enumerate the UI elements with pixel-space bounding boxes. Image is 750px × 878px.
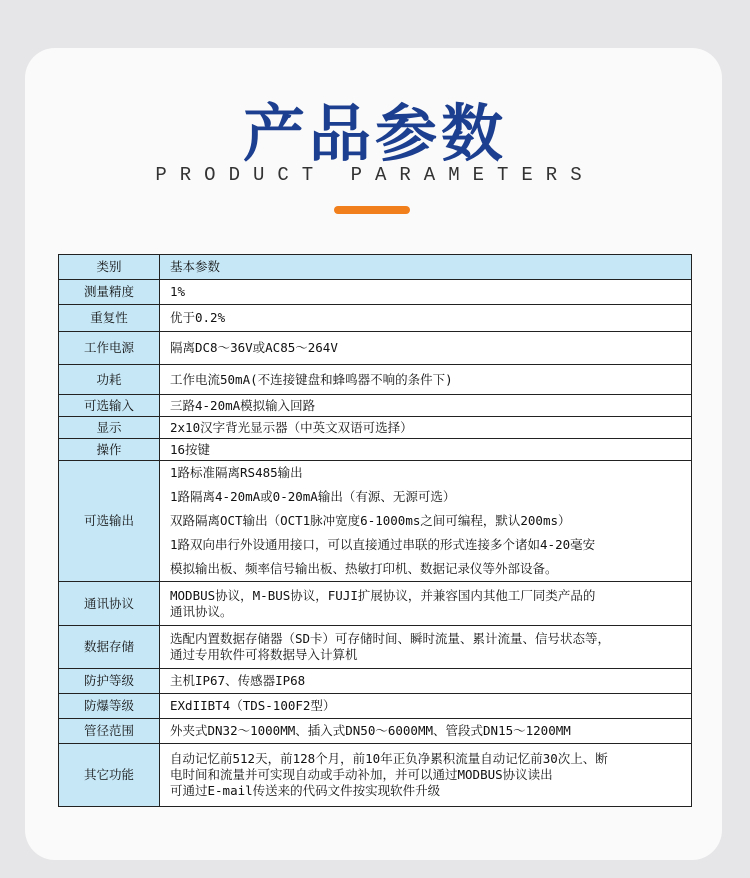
row-value-line: 主机IP67、传感器IP68 [170,673,306,688]
row-value-line: EXdIIBT4（TDS-100F2型） [170,698,336,713]
table-row [59,305,692,332]
table-row [59,719,692,744]
row-value [160,305,692,332]
row-value [160,461,692,582]
row-value-line: 通过专用软件可将数据导入计算机 [170,647,358,662]
page-title: 产品参数 [242,97,507,170]
table-row [59,694,692,719]
row-category: 数据存储 [59,626,160,669]
row-category: 其它功能 [59,744,160,807]
row-value [160,280,692,305]
row-category: 可选输入 [59,395,160,417]
table-row [59,461,692,582]
header-value: 基本参数 [160,255,692,280]
row-value [160,669,692,694]
row-value [160,719,692,744]
accent-bar [334,206,410,214]
row-category: 操作 [59,439,160,461]
row-category: 测量精度 [59,280,160,305]
table-row [59,395,692,417]
row-value-line: 通讯协议。 [170,603,233,619]
table-row [59,332,692,365]
row-value-line: MODBUS协议，M-BUS协议，FUJI扩展协议，并兼容国内其他工厂同类产品的 [170,587,596,603]
row-value [160,626,692,669]
row-value-line: 电时间和流量并可实现自动或手动补加，并可以通过MODBUS协议读出 [170,767,553,782]
row-value-line: 模拟输出板、频率信号输出板、热敏打印机、数据记录仪等外部设备。 [170,561,558,576]
row-value [160,582,692,626]
row-value-line: 2x10汉字背光显示器（中英文双语可选择） [170,419,413,435]
row-value-line: 自动记忆前512天，前128个月，前10年正负净累积流量自动记忆前30次上、断 [170,751,608,766]
table-row [59,582,692,626]
table-row [59,669,692,694]
row-category: 防护等级 [59,669,160,694]
row-value-line: 1% [170,284,186,299]
table-row [59,280,692,305]
row-value [160,417,692,439]
row-value-line: 工作电流50mA(不连接键盘和蜂鸣器不响的条件下) [170,371,453,387]
row-category: 显示 [59,417,160,439]
row-value [160,694,692,719]
table-row [59,417,692,439]
row-value [160,744,692,807]
parameters-table [58,254,692,807]
row-value-line: 双路隔离OCT输出（OCT1脉冲宽度6-1000ms之间可编程，默认200ms） [170,513,571,528]
table-row [59,626,692,669]
table-row [59,365,692,395]
page-subtitle: PRODUCT PARAMETERS [155,164,595,186]
row-value-line: 可通过E-mail传送来的代码文件按实现软件升级 [170,783,441,798]
table-row [59,744,692,807]
row-value-line: 隔离DC8～36V或AC85～264V [170,340,338,355]
table-header-row [59,255,692,280]
row-value-line: 优于0.2% [170,310,226,325]
row-value-line: 16按键 [170,441,211,457]
row-category: 重复性 [59,305,160,332]
row-value [160,395,692,417]
row-value-line: 1路双向串行外设通用接口，可以直接通过串联的形式连接多个诸如4-20毫安 [170,537,596,552]
row-category: 防爆等级 [59,694,160,719]
row-category: 可选输出 [59,461,160,582]
row-value-line: 1路标准隔离RS485输出 [170,465,303,480]
table-row [59,439,692,461]
row-value [160,439,692,461]
row-category: 功耗 [59,365,160,395]
row-value [160,365,692,395]
row-value-line: 选配内置数据存储器（SD卡）可存储时间、瞬时流量、累计流量、信号状态等， [170,631,611,646]
row-value-line: 三路4-20mA模拟输入回路 [170,397,316,413]
row-category: 管径范围 [59,719,160,744]
row-value-line: 1路隔离4-20mA或0-20mA输出（有源、无源可选） [170,489,456,504]
row-category: 工作电源 [59,332,160,365]
header-category: 类别 [59,255,160,280]
row-category: 通讯协议 [59,582,160,626]
row-value-line: 外夹式DN32～1000MM、插入式DN50～6000MM、管段式DN15～1200MM [170,723,571,738]
row-value [160,332,692,365]
